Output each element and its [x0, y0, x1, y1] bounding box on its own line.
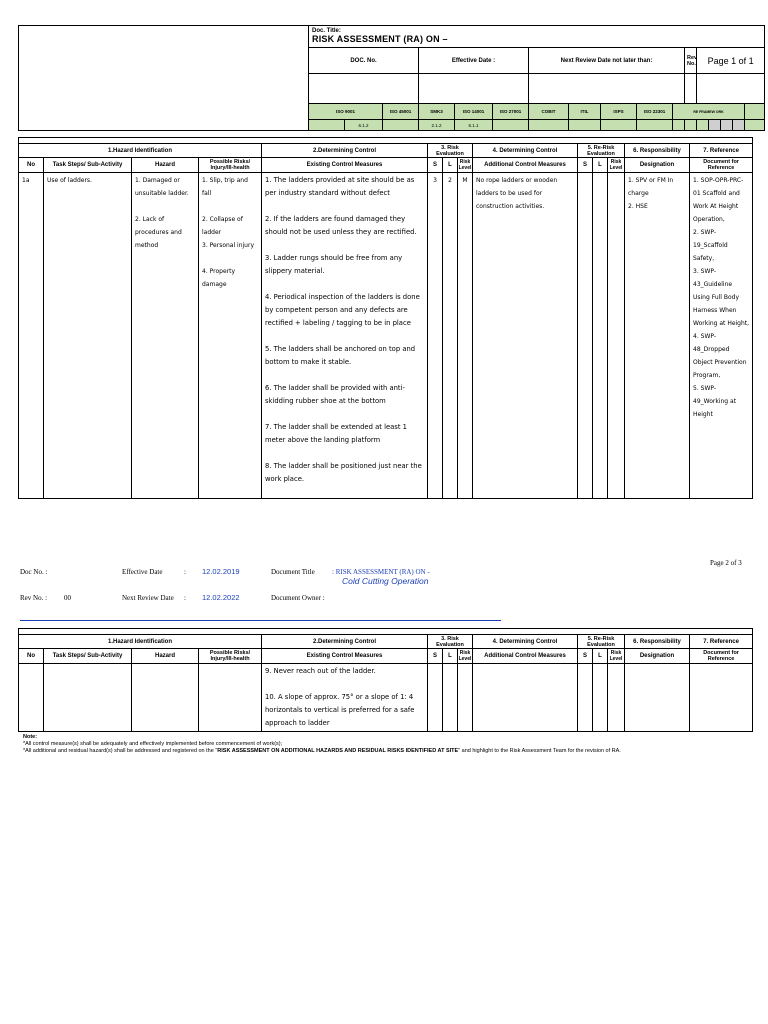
- standard-cobit: COBIT: [529, 104, 569, 120]
- col-no: No: [19, 649, 44, 664]
- table-row: [19, 173, 753, 499]
- col-task: Task Steps/ Sub-Activity: [44, 158, 132, 173]
- group-reference: 7. Reference: [690, 635, 753, 649]
- page2-label: Page 2 of 3: [710, 559, 742, 567]
- col-possible-risks: Possible Risks/ Injury/Ill-health: [199, 158, 262, 173]
- col-existing-control: Existing Control Measures: [262, 158, 428, 173]
- doc-title: RISK ASSESSMENT (RA) ON –: [312, 34, 448, 44]
- col-re-l: L: [593, 158, 608, 173]
- group-risk-evaluation: 3. Risk Evaluation: [428, 144, 473, 158]
- group-rerisk-evaluation: 5. Re-Risk Evaluation: [578, 144, 625, 158]
- page2-effective-date-label: Effective Date: [122, 568, 163, 576]
- col-l: L: [443, 158, 458, 173]
- next-review-label: Next Review Date not later than:: [529, 48, 685, 74]
- ref-smk3: 2.1.2: [419, 120, 455, 131]
- col-possible-risks: Possible Risks/ Injury/Ill-health: [199, 649, 262, 664]
- col-existing-control: Existing Control Measures: [262, 649, 428, 664]
- document-header: [18, 25, 765, 131]
- group-hazard-identification: 1.Hazard Identification: [19, 144, 262, 158]
- col-re-risk-level: Risk Level: [608, 649, 625, 664]
- group-reference: 7. Reference: [690, 144, 753, 158]
- notes-line-2: *All additional and residual hazard(s) shall be addressed and registered on the "RISK ASSESSMENT ON ADDITIONAL HAZARDS AND RESIDUAL RISKS IDENTIFIED AT SITE" and highlight to the Risk Assessment Team for the revision of RA.: [23, 748, 621, 754]
- doc-title-label: Doc. Title:: [312, 28, 341, 34]
- col-re-s: S: [578, 158, 593, 173]
- page2-document-title-sub: Cold Cutting Operation: [342, 576, 429, 586]
- row-s: 3: [428, 173, 443, 499]
- col-re-risk-level: Risk Level: [608, 158, 625, 173]
- page2-next-review-label: Next Review Date: [122, 594, 174, 602]
- group-determining-control: 2.Determining Control: [262, 635, 428, 649]
- group-risk-evaluation: 3. Risk Evaluation: [428, 635, 473, 649]
- row-hazard: 1. Damaged or unsuitable ladder. 2. Lack of procedures and method: [132, 173, 199, 499]
- col-additional-control: Additional Control Measures: [473, 649, 578, 664]
- col-s: S: [428, 649, 443, 664]
- row-existing-control: 9. Never reach out of the ladder. 10. A slope of approx. 75° or a slope of 1: 4 horizontals to vertical is preferred for a safe approach to ladder: [262, 664, 428, 732]
- notes-line-1: *All control measure(s) shall be adequately and effectively implemented before commencement of work(s);: [23, 741, 283, 747]
- ref-iso45001: 6.1.2: [345, 120, 383, 131]
- standard-iso27001: ISO 27001: [493, 104, 529, 120]
- col-re-s: S: [578, 649, 593, 664]
- col-re-l: L: [593, 649, 608, 664]
- group-rerisk-evaluation: 5. Re-Risk Evaluation: [578, 635, 625, 649]
- row-designation: 1. SPV or FM In charge 2. HSE: [625, 173, 690, 499]
- row-possible-risks: 1. Slip, trip and fall 2. Collapse of ladder 3. Personal injury 4. Property damage: [199, 173, 262, 499]
- ref-iso14001: 6.1.1: [455, 120, 493, 131]
- page2-doc-no-label: Doc No. :: [20, 568, 48, 576]
- group-determining-control: 2.Determining Control: [262, 144, 428, 158]
- col-l: L: [443, 649, 458, 664]
- group-additional-control: 4. Determining Control: [473, 635, 578, 649]
- row-document-reference: 1. SOP-OPR-PRC-01 Scaffold and Work At Height Operation, 2. SWP-19_Scaffold Safety, 3. SWP-43_Guideline Using Full Body Harness When Working at Height, 4. SWP-48_Dropped Object Prevention Program, 5. SWP-49_Working at Height: [690, 173, 753, 499]
- row-l: 2: [443, 173, 458, 499]
- group-responsibility: 6. Responsibility: [625, 144, 690, 158]
- group-hazard-identification: 1.Hazard Identification: [19, 635, 262, 649]
- effective-date-label: Effective Date :: [419, 48, 529, 74]
- standard-smk3: SMK3: [419, 104, 455, 120]
- col-s: S: [428, 158, 443, 173]
- page2-rev-no: 00: [64, 594, 71, 602]
- standard-reframework: RE FRAMEW ORK: [673, 104, 745, 120]
- col-document-reference: Document for Reference: [690, 649, 753, 664]
- page2-document-title: : RISK ASSESSMENT (RA) ON -: [332, 568, 430, 576]
- standard-iso9001: ISO 9001: [309, 104, 383, 120]
- page2-rev-no-label: Rev No. :: [20, 594, 48, 602]
- risk-assessment-table-page2: [18, 628, 753, 732]
- col-designation: Designation: [625, 158, 690, 173]
- col-task: Task Steps/ Sub-Activity: [44, 649, 132, 664]
- logo-area: [19, 26, 309, 131]
- col-hazard: Hazard: [132, 158, 199, 173]
- col-no: No: [19, 158, 44, 173]
- row-existing-control: 1. The ladders provided at site should be as per industry standard without defect 2. If the ladders are found damaged they should not be used unless they are rectified. 3. Ladder rungs should be free from any slippery material. 4. Periodical inspection of the ladders is done by competent person and any defects are rectified + labeling / tagging to be in place 5. The ladders shall be anchored on top and bottom to make it stable. 6. The ladder shall be provided with anti-skidding rubber shoe at the bottom 7. The ladder shall be extended at least 1 meter above the landing platform 8. The ladder shall be positioned just near the work place.: [262, 173, 428, 499]
- page2-next-review: 12.02.2022: [202, 593, 240, 602]
- page2-owner-label: Document Owner :: [271, 594, 325, 602]
- col-additional-control: Additional Control Measures: [473, 158, 578, 173]
- row-risk-level: M: [458, 173, 473, 499]
- col-document-reference: Document for Reference: [690, 158, 753, 173]
- col-risk-level: Risk Level: [458, 159, 472, 171]
- notes-title: Note:: [23, 734, 38, 740]
- rev-no-label: Rev No.: [685, 48, 697, 74]
- page-label: Page 1 of 1: [697, 48, 765, 74]
- row-task: Use of ladders.: [44, 173, 132, 499]
- row-additional-control: No rope ladders or wooden ladders to be used for construction activities.: [473, 173, 578, 499]
- standard-iso45001: ISO 45001: [383, 104, 419, 120]
- notes: [23, 734, 758, 755]
- page2-effective-date: 12.02.2019: [202, 567, 240, 576]
- page2-document-title-label: Document Title: [271, 568, 315, 576]
- risk-assessment-table: [18, 137, 753, 499]
- row-no: 1a: [19, 173, 44, 499]
- col-hazard: Hazard: [132, 649, 199, 664]
- doc-no-label: DOC. No.: [309, 48, 419, 74]
- col-risk-level: Risk Level: [458, 650, 472, 662]
- standard-iso14001: ISO 14001: [455, 104, 493, 120]
- standard-itil: ITIL: [569, 104, 601, 120]
- col-designation: Designation: [625, 649, 690, 664]
- group-responsibility: 6. Responsibility: [625, 635, 690, 649]
- group-additional-control: 4. Determining Control: [473, 144, 578, 158]
- table-row: [19, 664, 753, 732]
- standard-isps: ISPS: [601, 104, 637, 120]
- page2-header-divider: [20, 620, 501, 621]
- standard-iso22301: ISO 22301: [637, 104, 673, 120]
